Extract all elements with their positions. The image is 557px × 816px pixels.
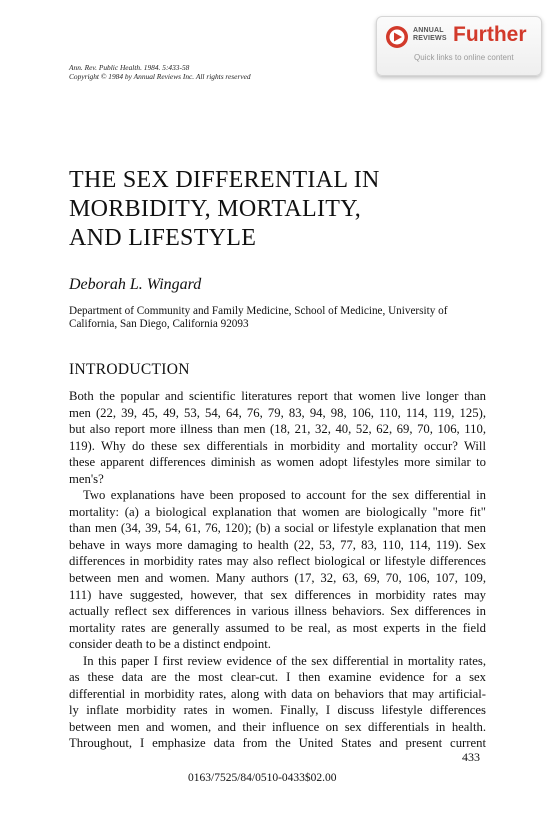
journal-citation: Ann. Rev. Public Health. 1984. 5:433-58 [69, 63, 190, 72]
body-line: but also report more illness than men (18, 21, 32, 40, 52, 62, 69, 70, 106, 110, [69, 422, 486, 437]
body-line: consider death to be a distinct endpoint. [69, 637, 271, 652]
body-line: Two explanations have been proposed to account for the sex differential in [83, 488, 486, 503]
article-code: 0163/7525/84/0510-0433$02.00 [188, 772, 337, 784]
body-line: men's? [69, 471, 104, 486]
body-line: between men and women. Many authors (17, 32, 63, 69, 70, 106, 107, 109, [69, 571, 486, 586]
annual-reviews-logo-icon [385, 25, 409, 49]
badge-reviews-label: REVIEWS [413, 35, 447, 42]
body-line: actually reflect sex differences in various illness behaviors. Sex differences in [69, 604, 486, 619]
author-name: Deborah L. Wingard [69, 276, 202, 293]
affiliation-line: California, San Diego, California 92093 [69, 318, 249, 330]
badge-annual-label: ANNUAL [413, 27, 444, 34]
body-line: 119). Why do these sex differentials in morbidity and mortality occur? Will [69, 438, 486, 453]
body-line: than men (34, 39, 54, 61, 76, 120); (b) a social or lifestyle explanation that men [69, 521, 486, 536]
author-affiliation [69, 305, 485, 331]
body-line: In this paper I first review evidence of the sex differential in mortality rates, [83, 653, 486, 668]
article-title [69, 166, 429, 253]
body-line: Both the popular and scientific literatures report that women live longer than [69, 389, 486, 403]
body-line: behave in ways more damaging to health (22, 53, 77, 83, 110, 114, 119). Sex [69, 537, 486, 552]
copyright-notice: Copyright © 1984 by Annual Reviews Inc. All rights reserved [69, 72, 251, 81]
body-line: mortality: (a) a biological explanation that women are biologically "more fit" [69, 504, 486, 519]
title-line: THE SEX DIFFERENTIAL IN [69, 167, 380, 193]
title-line: MORBIDITY, MORTALITY, [69, 196, 362, 222]
body-line: ly inflate morbidity rates in women. Finally, I discuss lifestyle differences [69, 703, 486, 718]
body-text [69, 388, 486, 752]
body-line: as these data are the most clear-cut. I then examine evidence for a sex [69, 670, 486, 685]
body-line: differences in morbidity rates may also reflect biological or lifestyle differences [69, 554, 486, 569]
annual-reviews-further-badge[interactable] [376, 16, 542, 76]
badge-subtitle: Quick links to online content [414, 53, 514, 62]
body-line: these apparent differences diminish as women adopt lifestyles more similar to [69, 455, 486, 470]
body-line: Throughout, I emphasize data from the United States and present current [69, 736, 486, 751]
body-line: men (22, 39, 45, 49, 53, 54, 64, 76, 79, 83, 94, 98, 106, 110, 114, 119, 125), [69, 405, 486, 420]
page-number: 433 [462, 750, 480, 764]
badge-further-label: Further [453, 23, 527, 46]
body-line: mortality rates are generally assumed to be real, as most experts in the field [69, 620, 486, 635]
affiliation-line: Department of Community and Family Medicine, School of Medicine, University of [69, 305, 448, 317]
body-line: 111) have suggested, however, that sex differences in morbidity rates may [69, 587, 486, 602]
title-line: AND LIFESTYLE [69, 225, 257, 251]
body-line: between men and women, and their influence on sex differentials in health. [69, 719, 486, 734]
section-heading: INTRODUCTION [69, 361, 190, 378]
body-line: differential in morbidity rates, along with data on behaviors that may artificial- [69, 686, 486, 701]
